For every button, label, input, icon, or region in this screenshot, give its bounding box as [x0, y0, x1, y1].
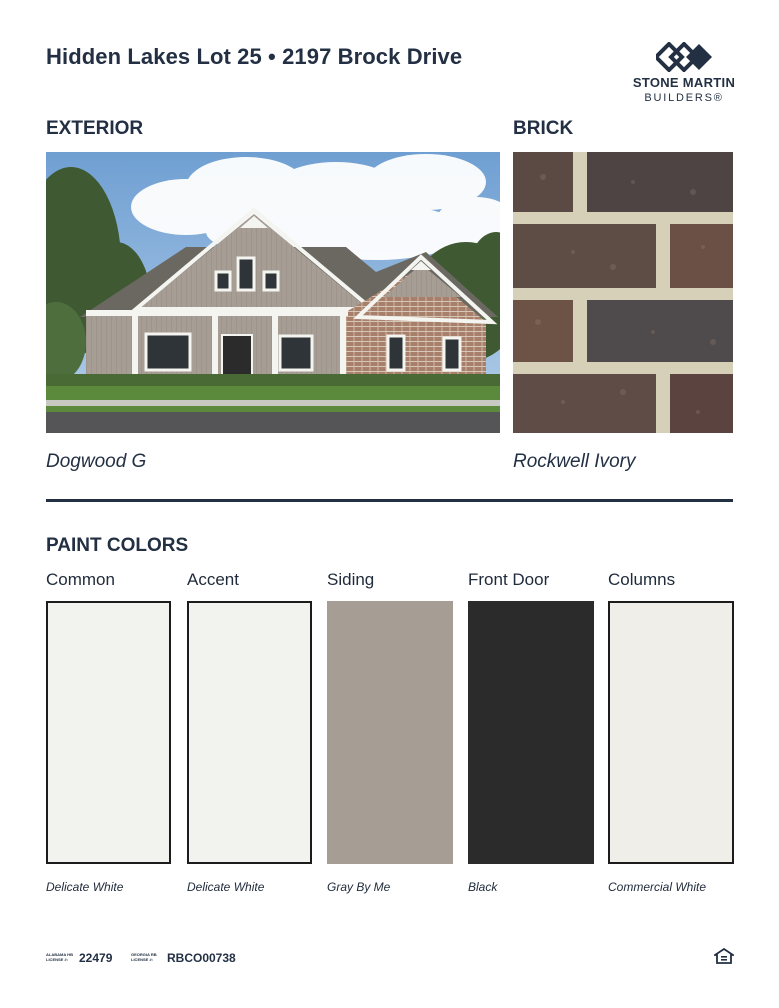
swatch-color-name-front-door: Black [468, 880, 498, 894]
swatch-common [46, 601, 171, 864]
swatch-siding [327, 601, 453, 864]
swatch-label-accent: Accent [187, 570, 239, 589]
brick-sample-image [513, 152, 733, 433]
georgia-license-number: RBCO00738 [167, 951, 236, 965]
alabama-license-number: 22479 [79, 951, 113, 965]
swatch-columns [608, 601, 734, 864]
swatch-color-name-common: Delicate White [46, 880, 124, 894]
logo-text-primary: STONE MARTIN [632, 75, 736, 90]
paint-colors-heading: PAINT COLORS [46, 535, 189, 556]
brick-heading: BRICK [513, 118, 574, 139]
page-title: Hidden Lakes Lot 25 • 2197 Brock Drive [46, 44, 463, 69]
logo-text-secondary: BUILDERS® [644, 92, 724, 104]
swatch-front-door [468, 601, 594, 864]
brick-color-name: Rockwell Ivory [513, 451, 636, 472]
swatch-color-name-accent: Delicate White [187, 880, 265, 894]
georgia-license-label-2: LICENSE #: [131, 957, 154, 962]
swatch-label-common: Common [46, 570, 115, 589]
logo-diamond-icon [656, 42, 712, 72]
swatch-color-name-columns: Commercial White [608, 880, 707, 894]
swatch-label-columns: Columns [608, 570, 676, 589]
section-divider [46, 499, 733, 502]
exterior-model-name: Dogwood G [46, 451, 147, 472]
swatch-accent [187, 601, 312, 864]
georgia-license-label-1: GEORGIA RB [131, 952, 157, 957]
stone-martin-logo [628, 42, 740, 106]
alabama-license-label-2: LICENSE #: [46, 957, 69, 962]
swatch-label-siding: Siding [327, 570, 375, 589]
swatch-label-front-door: Front Door [468, 570, 550, 589]
exterior-heading: EXTERIOR [46, 118, 144, 139]
alabama-license-label-1: ALABAMA HB [46, 952, 73, 957]
house-exterior-image [46, 152, 500, 433]
equal-housing-opportunity-icon [714, 948, 734, 964]
swatch-color-name-siding: Gray By Me [327, 880, 391, 894]
